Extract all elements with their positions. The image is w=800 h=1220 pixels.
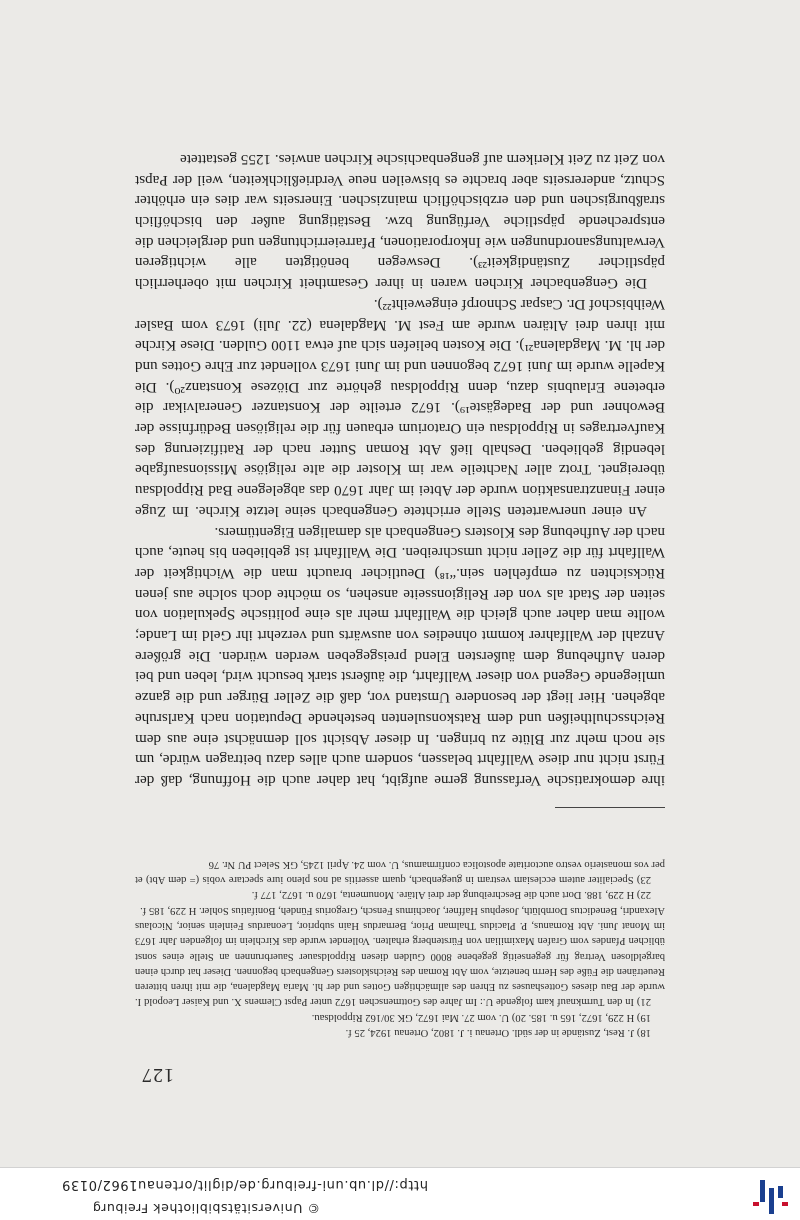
- viewer-header: [0, 1167, 800, 1220]
- body-text: [135, 148, 665, 790]
- copyright-notice: © Universitätsbibliothek Freiburg: [92, 1201, 320, 1216]
- paragraph: An einer unerwarteten Stelle errichtete Gengenbach seine letzte Kirche. Im Zuge einer Finanztransaktion wurde der Abtei im Jahr 1670 das abgelegene Bad Rippoldsau übereignet. Trotz aller Nachteile war im Kloster die alte religiöse Missionsaufgabe lebendig geblieben. Deshalb ließ Abt Roman Sutter nach der Ratifizierung des Kaufvertrages in Rippoldsau ein Oratorium erbauen für die religiösen Bedürfnisse der Bewohner und der Badegäste¹⁹). 1672 erteilte der Konstanzer Generalvikar die erbetene Erlaubnis dazu, denn Rippoldsau gehörte zur Diözese Konstanz²⁰). Die Kapelle wurde im Juni 1672 begonnen und im Juni 1673 vollendet zur Ehre Gottes und der hl. M. Magdalena²¹). Die Kosten beliefen sich auf etwa 1100 Gulden. Diese Kirche mit ihren drei Altären wurde am Fest M. Magdalena (22. Juli) 1673 vom Basler Weihbischof Dr. Caspar Schnorpf eingeweiht²²).: [135, 295, 665, 519]
- paragraph: ihre demokratische Verfassung gerne aufgibt, hat daher auch die Hoffnung, daß der Fürst nicht nur diese Wallfahrt belassen, sondern auch alles dazu beitragen würde, um sie noch mehr zur Blüte zu bringen. In dieser Absicht soll demnächst eine aus dem Reichsschultheißen und dem Ratskonsulenten bestehende Deputation nach Karlsruhe abgehen. Hier liegt der besondere Umstand vor, daß die Zeller Bürger und die ganze umliegende Gegend von dieser Wallfahrt, die äußerst stark besucht wird, leben und bei deren Aufhebung dem äußersten Elend preisgegeben werden würden. Die größere Anzahl der Wallfahrer kommt ohnedies von auswärts und verzehrt ihr Geld im Lande; wollte man daher auch gleich die Wallfahrt mehr als eine politische Spekulation von seiten der Stadt als von der Religionsseite ansehen, so möchte doch solche aus jenen Rücksichten zu empfehlen sein.“¹⁸) Deutlicher braucht man die Wichtigkeit der Wallfahrt für die Zeller nicht umschreiben. Die Wallfahrt ist geblieben bis heute, auch nach der Aufhebung des Klosters Gengenbach als damaligen Eigentümers.: [135, 523, 665, 788]
- page-number: 127: [141, 1064, 174, 1086]
- university-logo: [748, 1176, 792, 1216]
- footnote: 19) H 229, 1672, 165 u. 185. 20) U. vom 27. Mai 1672, GK 30/162 Rippoldsau.: [311, 1011, 651, 1023]
- footnotes: [135, 856, 665, 1040]
- footnote-separator: [555, 807, 665, 808]
- paragraph: Die Gengenbacher Kirchen waren in ihrer Gesamtheit Kirchen mit oberherrlich päpstlicher Zuständigkeit²³). Deswegen benötigten alle wichtigeren Verwaltungsanordnungen wie Inkorporationen, Pfarreierrichtungen und dergleichen die entsprechende päpstliche Verfügung bzw. Bestätigung außer den bischöflich straßburgischen und den erzbischöflich mainzischen. Einerseits war dies ein erhöhter Schutz, andererseits aber brachte es bisweilen neue Verdrießlichkeiten, weil der Papst von Zeit zu Zeit Klerikern auf gengenbachische Kirchen anwies. 1255 gestattete: [135, 150, 665, 292]
- footnote: 18) J. Rest, Zustände in der südl. Ortenau i. J. 1802, Ortenau 1924, 25 f.: [345, 1027, 651, 1038]
- footnote: 22) H 229, 188. Dort auch die Beschreibung der drei Altäre. Monumenta, 1670 u. 1672, 177 f.: [251, 889, 651, 901]
- footnote: 21) In den Turmknauf kam folgende U.: Im Jahre des Gottmenschen 1672 unter Papst Clemens X. und Kaiser Leopold I. wurde der Bau dieses Gotteshauses zu Ehren des allmächtigen Gottes und der hl. Maria Magdalena, die mit ihren bitteren Reuetränen die Füße des Herrn benetzte, vom Abt Roman des Reichsklosters Gengenbach begonnen. Dieser hat durch einen bargeldlosen Vertrag für gegenseitig gegebene 8000 Gulden diesen Rippoldsauer Sauerbrunnen an Stelle eines sonst üblichen Pfandes vom Grafen Maximilian von Fürstenberg erhalten. Vollendet wurde das Kirchlein im folgenden Jahr 1673 im Monat Juni. Abt Romanus, P. Placidus Thalman Prior, Bernardus Hain subprior, Leonardus Feinlein senior, Nicolaus Alexandri, Benedictus Dornblüth, Josephus Haffner, Joachimus Fensch, Gregorius Fündeh, Bonifatius Sohler. H 229, 185 f.: [135, 904, 665, 1008]
- document-url[interactable]: http://dl.ub.uni-freiburg.de/diglit/ortenau1962/0139: [61, 1177, 428, 1192]
- footnote: 23) Specialiter autem ecclesiam vestram in guegenbach, quam asseritis ad nos pleno iure spectare vobis (= dem Abt) et per vos monasterio vestro auctoritate apostolica confirmamus, U. vom 24. April 1245, GK Select PU Nr. 76: [135, 858, 665, 886]
